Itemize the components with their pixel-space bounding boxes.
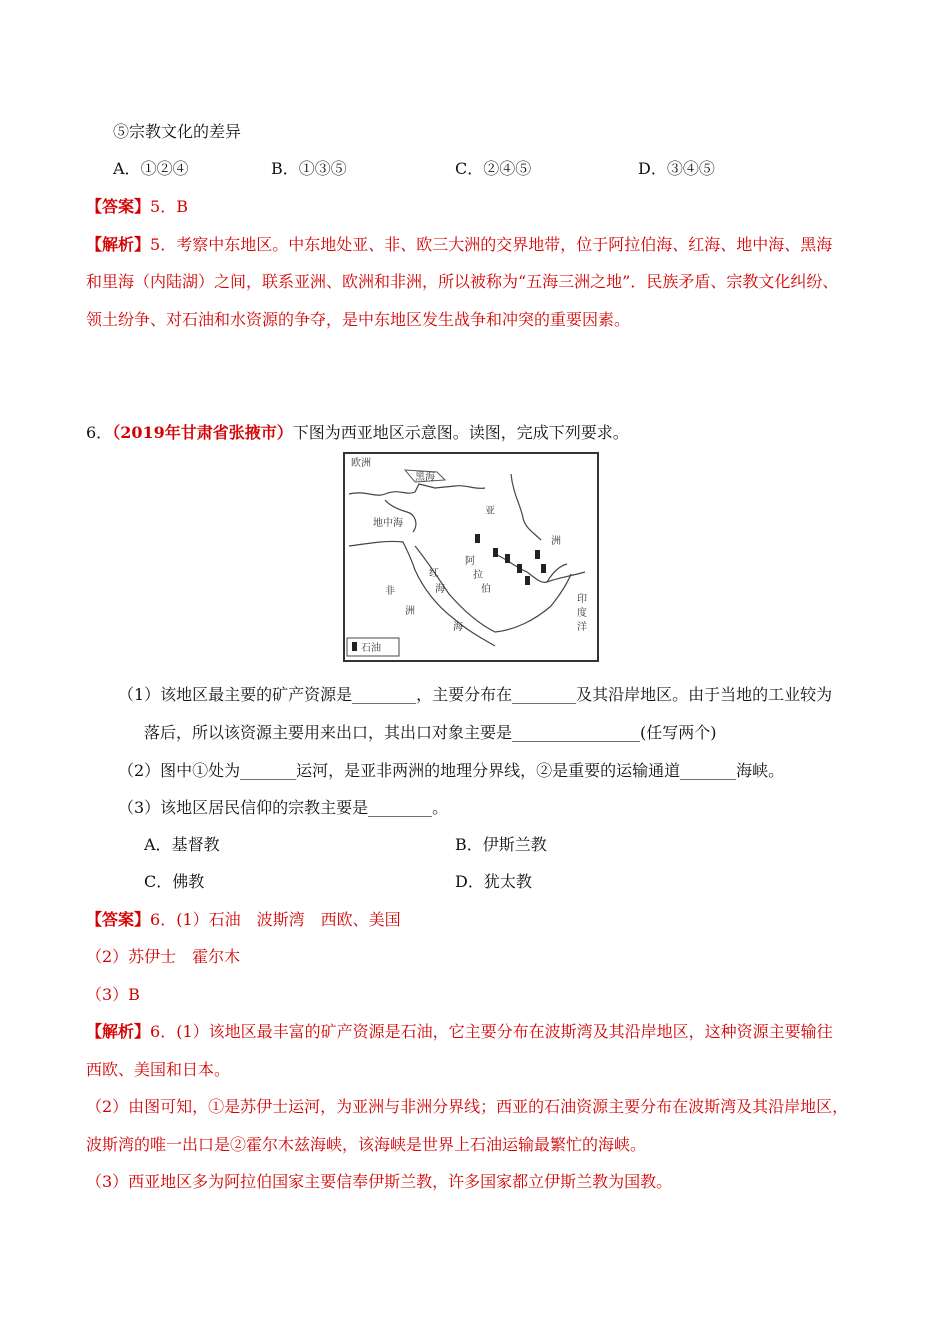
choice-text: 犹太教 [483,872,532,891]
oil-symbol [505,554,510,563]
legend-oil-symbol [352,642,357,651]
q6-sub2: （2）图中①处为_______运河，是亚非两洲的地理分界线，②是重要的运输通道_______海峡。 [118,761,785,780]
q6-stem [86,422,629,444]
map-label: 拉 [473,570,483,581]
q6-analysis-line-5: （3）西亚地区多为阿拉伯国家主要信奉伊斯兰教，许多国家都立伊斯兰教为国教。 [86,1172,673,1191]
q6-answer-line-1 [86,909,401,931]
choice-text: ②④⑤ [483,159,532,178]
q6-answer-line-3: （3）B [86,985,140,1004]
q5-analysis-line-3: 领土纷争、对石油和水资源的争夺，是中东地区发生战争和冲突的重要因素。 [86,310,631,329]
q5-option5: ⑤宗教文化的差异 [113,122,242,141]
question-source: （2019年甘肃省张掖市） [112,423,293,442]
map-label: 亚 [485,506,495,517]
oil-symbol [517,564,522,573]
answer-tag: 【答案】 [86,197,151,216]
q5-analysis-line-2: 和里海（内陆湖）之间，联系亚洲、欧洲和非洲，所以被称为“五海三洲之地”．民族矛盾、宗教文化纠纷、 [86,272,839,291]
map-label: 度 [577,608,587,619]
q6-choice-b [455,834,547,856]
choice-text: ①③⑤ [298,159,347,178]
map-label: 红 [429,568,439,579]
oil-symbol [525,576,530,585]
q6-sub1-line2: 落后，所以该资源主要用来出口，其出口对象主要是________________(任写两个) [144,723,717,742]
choice-text: 伊斯兰教 [482,835,547,854]
analysis-tag: 【解析】 [86,1022,151,1041]
q5-choice-a [113,158,189,180]
map-label: 印 [577,594,587,605]
answer-tag: 【答案】 [86,910,151,929]
q6-analysis-line-1 [86,1021,833,1043]
north-coastline [349,484,485,495]
q6-sub3: （3）该地区居民信仰的宗教主要是________。 [118,798,449,817]
map-drawing [345,454,597,660]
map-label: 海 [435,584,445,595]
q5-choice-c [455,158,531,180]
q6-analysis-line-3: （2）由图可知，①是苏伊士运河，为亚洲与非洲分界线；西亚的石油资源主要分布在波斯湾及其沿岸地区， [86,1097,849,1116]
map-label: 海 [453,622,463,633]
oil-symbol [541,564,546,573]
q6-analysis-line-4: 波斯湾的唯一出口是②霍尔木兹海峡，该海峡是世界上石油运输最繁忙的海峡。 [86,1135,647,1154]
choice-letter: A． [113,159,141,178]
analysis-tag: 【解析】 [86,235,151,254]
map-label: 洲 [405,606,415,617]
choice-letter: D． [638,159,667,178]
map-label: 洲 [551,536,561,547]
analysis-text: 5．考察中东地区。中东地处亚、非、欧三大洲的交界地带，位于阿拉伯海、红海、地中海、黑海 [150,235,833,254]
answer-text: 6．(1）石油 波斯湾 西欧、美国 [150,910,401,929]
question-stem: 下图为西亚地区示意图。读图，完成下列要求。 [292,423,629,442]
map-label: 黑海 [415,472,435,483]
q5-choice-b [271,158,347,180]
answer-text: 5．B [150,197,188,216]
choice-letter: A． [144,835,172,854]
q5-answer [86,196,188,218]
q5-analysis-line-1 [86,234,832,256]
choice-text: 基督教 [171,835,220,854]
map-label: 伯 [481,584,491,595]
map-label: 洋 [577,622,587,633]
map-label: 非 [385,586,395,597]
oil-symbol [475,534,480,543]
q6-choice-c [144,871,204,893]
legend-label: 石油 [361,643,381,654]
choice-letter: C． [455,159,484,178]
q6-sub1-line1: （1）该地区最主要的矿产资源是________，主要分布在________及其沿岸地区。由于当地的工业较为 [118,685,833,704]
oil-symbol [535,550,540,559]
question-number: 6． [86,423,113,442]
q6-analysis-line-2: 西欧、美国和日本。 [86,1060,231,1079]
q6-choice-d [455,871,532,893]
q5-choice-d [638,158,715,180]
choice-letter: C． [144,872,173,891]
analysis-text: 6．(1）该地区最丰富的矿产资源是石油，它主要分布在波斯湾及其沿岸地区，这种资源主要输往 [150,1022,833,1041]
q6-answer-line-2: （2）苏伊士 霍尔木 [86,947,241,966]
q6-choice-a [144,834,220,856]
caspian-sea-coast [511,474,541,540]
choice-text: 佛教 [172,872,205,891]
map-label: 欧洲 [351,458,371,469]
map-label: 地中海 [373,518,403,529]
map-label: 阿 [465,556,475,567]
choice-text: ①②④ [140,159,189,178]
oil-symbol [493,548,498,557]
choice-text: ③④⑤ [666,159,715,178]
choice-letter: D． [455,872,484,891]
choice-letter: B． [455,835,483,854]
choice-letter: B． [271,159,299,178]
west-asia-map [343,452,599,662]
